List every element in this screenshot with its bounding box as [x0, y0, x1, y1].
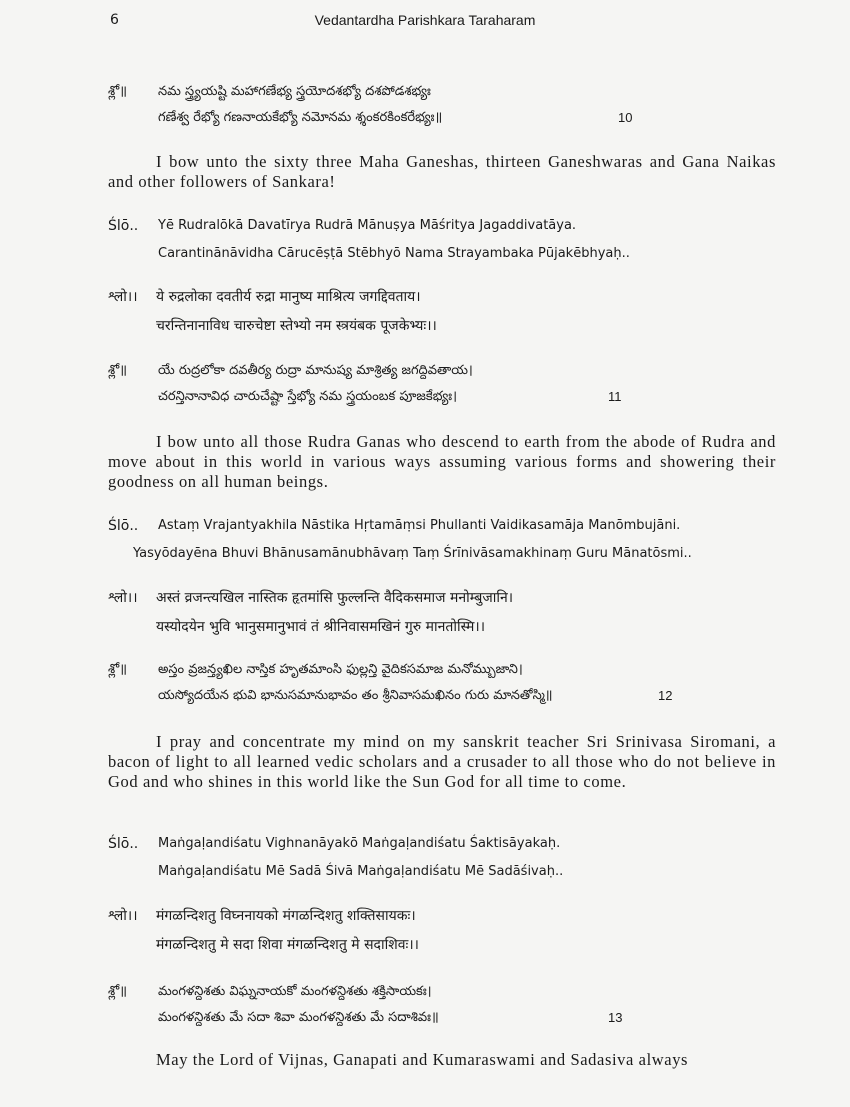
- verse-number: 13: [608, 1010, 623, 1025]
- sloka-label: श्लो।।: [108, 908, 138, 924]
- verse-line: గణేశ్వ రేభ్యో గణనాయకేభ్యో నమోనమ శ్శంకరకింకరేభ్యః॥ 10: [158, 105, 788, 131]
- sloka-label: Ślō..: [108, 518, 139, 534]
- sloka-label: శ్లో॥: [108, 662, 127, 677]
- verse-line: यस्योदयेन भुवि भानुसमानुभावं तं श्रीनिवासमखिनं गुरु मानतोस्मि।।: [156, 619, 486, 635]
- verse-line: యస్యోదయేన భువి భానుసమానుభావం తం శ్రీనివాసమఖినం గురు మానతోస్మి॥ 12: [158, 683, 788, 709]
- sloka-label: Ślō..: [108, 218, 139, 234]
- verse-line: Maṅgaḷandiśatu Vighnanāyakō Maṅgaḷandiśatu Śaktisāyakaḥ.: [158, 836, 561, 851]
- verse-line: चरन्तिनानाविध चारुचेष्टा स्तेभ्यो नम स्त्रयंबक पूजकेभ्यः।।: [156, 318, 437, 334]
- sloka-label: శ్లో॥: [108, 84, 127, 99]
- verse-number: 10: [618, 110, 633, 125]
- verse-line: Carantinānāvidha Cārucēṣṭā Stēbhyō Nama Strayambaka Pūjakēbhyaḥ..: [158, 246, 630, 261]
- verse-line: अस्तं व्रजन्त्यखिल नास्तिक हृतमांसि फुल्लन्ति वैदिकसमाज मनोम्बुजानि।: [156, 590, 514, 606]
- translation-paragraph: May the Lord of Vijnas, Ganapati and Kumaraswami and Sadasiva always: [156, 1050, 689, 1069]
- verse-line: ये रुद्रलोका दवतीर्य रुद्रा मानुष्य माश्रित्य जगद्दिवताय।: [156, 289, 421, 305]
- verse-line: Yasyōdayēna Bhuvi Bhānusamānubhāvaṃ Taṃ Śrīnivāsamakhinaṃ Guru Mānatōsmi..: [133, 546, 692, 561]
- page-header: [0, 12, 850, 34]
- verse-line: मंगळन्दिशतु मे सदा शिवा मंगळन्दिशतु मे सदाशिवः।।: [156, 937, 419, 953]
- translation-paragraph: I bow unto all those Rudra Ganas who descend to earth from the abode of Rudra and move about in this world in various ways assuming various forms and showering their goodness on all human beings.: [108, 432, 776, 491]
- sloka-label: श्लो।।: [108, 590, 138, 606]
- sloka-label: శ్లో॥: [108, 984, 127, 999]
- verse-line: Astaṃ Vrajantyakhila Nāstika Hṛtamāṃsi Phullanti Vaidikasamāja Manōmbujāni.: [158, 518, 681, 533]
- verse-line: మంగళన్దిశతు మే సదా శివా మంగళన్దిశతు మే సదాశివః॥ 13: [158, 1005, 788, 1031]
- verse-line: యే రుద్రలోకా దవతీర్య రుద్రా మానుష్య మాశ్రిత్య జగద్దివతాయ।: [158, 363, 473, 378]
- verse-line: Yē Rudralōkā Davatīrya Rudrā Mānuṣya Māśritya Jagaddivatāya.: [158, 218, 577, 233]
- verse-line: मंगळन्दिशतु विघ्ननायको मंगळन्दिशतु शक्तिसायकः।: [156, 908, 416, 924]
- sloka-label: శ్లో॥: [108, 363, 127, 378]
- verse-line: అస్తం వ్రజన్త్యఖిల నాస్తిక హృతమాంసి ఫుల్లన్తి వైదికసమాజ మనోమ్బుజాని।: [158, 662, 523, 677]
- verse-line: చరన్తినానావిధ చారుచేష్టా స్తేభ్యో నమ స్త్రయంబక పూజకేభ్యః। 11: [158, 384, 788, 410]
- verse-line: మంగళన్దిశతు విఘ్ననాయకో మంగళన్దిశతు శక్తిసాయకః।: [158, 984, 432, 999]
- running-title: Vedantardha Parishkara Taraharam: [314, 12, 536, 28]
- verse-line: Maṅgaḷandiśatu Mē Sadā Śivā Maṅgaḷandiśatu Mē Sadāśivaḥ..: [158, 864, 564, 879]
- page-number: 6: [110, 12, 119, 28]
- verse-line: నమ స్త్ర్యయష్టి మహాగణేభ్య స్త్రయోదశభ్యో దశపోడశభ్యః: [158, 84, 431, 99]
- sloka-label: Ślō..: [108, 836, 139, 852]
- sloka-label: श्लो।।: [108, 289, 138, 305]
- translation-paragraph: I bow unto the sixty three Maha Ganeshas, thirteen Ganeshwaras and Gana Naikas and other followers of Sankara!: [108, 152, 776, 191]
- translation-paragraph: I pray and concentrate my mind on my sanskrit teacher Sri Srinivasa Siromani, a bacon of light to all learned vedic scholars and a crusader to all those who do not believe in God and who shines in this world like the Sun God for all time to come.: [108, 732, 776, 791]
- verse-number: 12: [658, 688, 673, 703]
- verse-number: 11: [608, 389, 622, 404]
